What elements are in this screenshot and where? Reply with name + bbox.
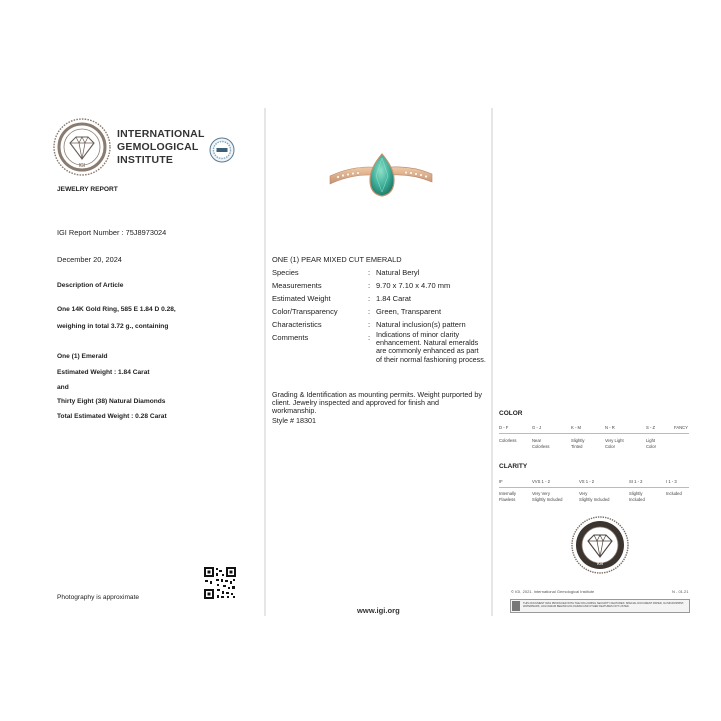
stone-row-separator: : [368,294,371,303]
clarity-grade: VVS 1 - 2 [532,479,550,484]
color-grade: N - R [605,425,615,430]
stone-row-separator: : [368,320,371,329]
stone-row-value: Natural Beryl [376,268,420,277]
color-desc: Light [646,438,656,443]
color-scale-heading: COLOR [499,410,523,417]
clarity-desc: Internally [499,491,516,496]
stone-row-label: Estimated Weight [272,294,331,303]
emerald-weight: Estimated Weight : 1.84 Carat [57,369,150,376]
report-date: December 20, 2024 [57,255,122,264]
color-grade: FANCY [674,425,688,430]
grading-note: Grading & Identification as mounting permits. Weight purported by client. Jewelry inspected and approved for finish and workmanship. [272,390,483,416]
stone-row-value: Green, Transparent [376,307,442,316]
clarity-desc: Flawless [499,497,516,502]
color-desc: Color [605,444,616,449]
report-number: IGI Report Number : 75J8973024 [57,228,167,237]
form-code: N - 01.21 [672,589,689,594]
photography-note: Photography is approximate [57,594,140,601]
stone-row-value: 9.70 x 7.10 x 4.70 mm [376,281,451,290]
igi-gold-seal [571,516,629,574]
diamonds-weight: Total Estimated Weight : 0.28 Carat [57,413,167,420]
stone-row-separator: : [368,268,371,277]
security-disclaimer-box [510,599,690,613]
clarity-grade: VS 1 - 2 [579,479,595,484]
color-scale-divider [499,433,689,434]
stone-row-label: Measurements [272,281,322,290]
disclaimer-text: THIS DOCUMENT WAS PRODUCED WITH THE FOLLOWING SECURITY FEATURES: SPECIAL DOCUMENT PAPER, IGI MICROPRINT, WATERMARK, HOLOGRAM BEHIND HOLOGRAM AND OTHER FEATURES NOT LISTED. [523,601,685,608]
institute-name-line1: INTERNATIONAL [117,128,205,140]
institute-name-line2: GEMOLOGICAL [117,141,199,153]
qr-code[interactable] [203,566,237,600]
svg-text:IGI: IGI [78,163,86,169]
clarity-desc: Very Very [532,491,550,496]
style-number: Style # 18301 [272,416,316,425]
report-panel-left [24,108,264,616]
description-heading: Description of Article [57,282,124,289]
report-type: JEWELRY REPORT [57,186,118,193]
stone-row-separator: : [368,333,371,342]
color-grade: K - M [571,425,582,430]
institute-name-line3: INSTITUTE [117,154,174,166]
fold-line-right [491,108,493,616]
stone-comments: Indications of minor clarity enhancement. Natural emeralds are commonly enhanced as part of their normal fashioning process. [376,330,486,364]
stone-row-separator: : [368,307,371,316]
color-grade: D - F [499,425,509,430]
color-desc: Colorless [499,438,517,443]
clarity-desc: Slightly Included [579,497,610,502]
clarity-scale-heading: CLARITY [499,463,528,470]
stone-row-value: 1.84 Carat [376,294,412,303]
igi-seal-logo [52,117,112,177]
and-text: and [57,384,69,391]
website-link[interactable]: www.igi.org [357,606,400,615]
clarity-grade: IF [499,479,503,484]
color-grade: G - J [532,425,542,430]
clarity-desc: Very [579,491,588,496]
diamonds-heading: Thirty Eight (38) Natural Diamonds [57,398,166,405]
article-line-1: One 14K Gold Ring, 585 E 1.84 D 0.28, [57,306,176,313]
ring-photo [326,146,436,216]
emerald-heading: One (1) Emerald [57,353,108,360]
clarity-grade: SI 1 - 2 [629,479,643,484]
stone-row-label: Comments [272,333,309,342]
stone-row-label: Characteristics [272,320,322,329]
document-icon [512,601,520,611]
clarity-desc: Included [666,491,682,496]
clarity-scale-divider [499,487,689,488]
clarity-desc: Slightly [629,491,643,496]
stone-row-label: Species [272,268,299,277]
color-desc: Near [532,438,542,443]
color-desc: Colorless [532,444,550,449]
color-desc: Color [646,444,657,449]
color-grade: S - Z [646,425,656,430]
copyright-text: © IGI, 2021. International Gemological Institute [511,589,595,594]
color-desc: Tinted [571,444,583,449]
clarity-grade: I 1 - 3 [666,479,677,484]
stone-row-separator: : [368,281,371,290]
clarity-desc: Slightly Included [532,497,563,502]
color-desc: Slightly [571,438,585,443]
accreditation-badge-icon [209,137,235,163]
svg-text:IGI: IGI [596,561,604,567]
stone-row-label: Color/Transparency [272,307,338,316]
clarity-desc: Included [629,497,645,502]
fold-line-left [264,108,266,616]
article-line-2: weighing in total 3.72 g., containing [57,323,169,330]
color-desc: Very Light [605,438,624,443]
stone-row-value: Natural inclusion(s) pattern [376,320,466,329]
stone-title: ONE (1) PEAR MIXED CUT EMERALD [272,255,402,264]
